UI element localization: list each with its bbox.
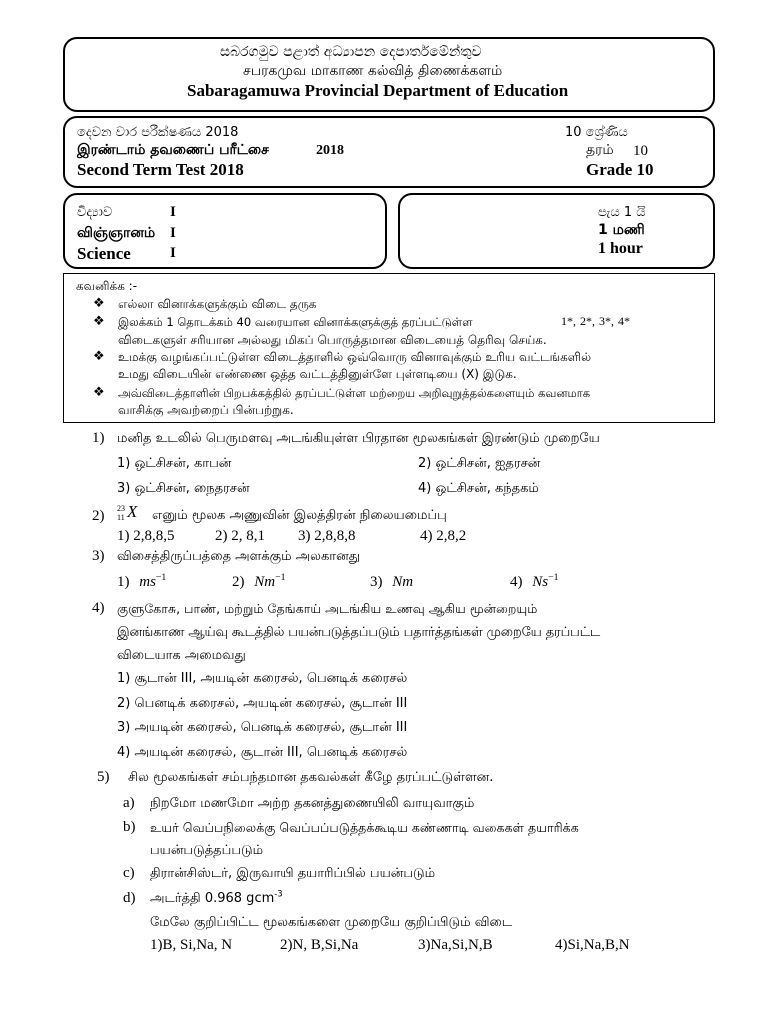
instruction-4: அவ்விடைத்தாளின் பிறபக்கத்தில் தரப்பட்டுள்ள மற்றைய அறிவுறுத்தல்களையும் கவனமாக <box>118 386 591 400</box>
q2-option-2: 2) 2, 8,1 <box>215 528 265 544</box>
instruction-1: எல்லா வினாக்களுக்கும் விடை தருக <box>118 297 317 311</box>
paper-number-tamil: I <box>170 225 176 241</box>
q4-text-line-1: குளுகோசு, பாண், மற்றும் தேங்காய் அடங்கிய உணவு ஆகிய மூன்றையும் <box>117 601 538 616</box>
duration-box <box>398 193 715 269</box>
q5-b-text-line-1: உயர் வெப்பநிலைக்கு வெப்பப்படுத்தக்கூடிய கண்ணாடி வகைகள் தயாரிக்க <box>150 820 579 835</box>
q3-option-1-exponent: −1 <box>155 572 167 583</box>
q5-c-text: திரான்சிஸ்டர், இருவாயி தயாரிப்பில் பயன்படும் <box>150 866 436 881</box>
q3-option-4 <box>510 574 558 591</box>
duration-english: 1 hour <box>598 240 643 257</box>
q5-number: 5) <box>97 769 110 785</box>
q5-ask: மேலே குறிப்பிட்ட மூலகங்களை முறையே குறிப்பிடும் விடை <box>150 915 513 930</box>
q3-option-3 <box>370 574 413 591</box>
q2-atomic-number: 11 <box>117 513 125 522</box>
header-english: Sabaragamuwa Provincial Department of Education <box>187 81 569 100</box>
q5-b-text-line-2: பயன்படுத்தப்படும் <box>150 843 264 858</box>
q1-option-4: 4) ஒட்சிசன், கந்தகம் <box>418 481 539 496</box>
grade-sinhala: 10 ශ්‍රේණිය <box>565 125 628 140</box>
q2-number: 2) <box>92 508 105 524</box>
q1-option-3: 3) ஒட்சிசன், நைதரசன் <box>117 481 250 496</box>
q5-d-text <box>150 888 283 907</box>
paper-number-english: I <box>170 245 176 261</box>
exam-year-tamil: 2018 <box>316 143 344 158</box>
instructions-title: கவனிக்க :- <box>76 279 138 293</box>
exam-title-sinhala: දෙවන වාර පරීක්ෂණය 2018 <box>77 125 239 140</box>
bullet-icon: ❖ <box>93 349 105 364</box>
q5-a-label: a) <box>123 795 135 811</box>
q3-number: 3) <box>92 548 105 564</box>
subject-english: Science <box>77 244 131 263</box>
q3-option-4-number: 4) <box>510 574 523 590</box>
header-sinhala: සබරගමුව පළාත් අධ්‍යාපන දෙපාර්තමේන්තුව <box>220 44 482 60</box>
q5-b-label: b) <box>123 819 136 835</box>
grade-tamil-label: தரம் <box>586 142 614 158</box>
q5-d-exponent: -3 <box>274 888 283 899</box>
q1-option-2: 2) ஒட்சிசன், ஐதரசன் <box>418 456 541 471</box>
q4-option-3: 3) அயடின் கரைசல், பெனடிக் கரைசல், சூடான் III <box>117 720 408 735</box>
bullet-icon: ❖ <box>93 296 105 311</box>
q4-text-line-3: விடையாக அமைவது <box>117 648 246 663</box>
q3-option-2-number: 2) <box>232 574 245 590</box>
q5-text: சில மூலகங்கள் சம்பந்தமான தகவல்கள் கீழே தரப்பட்டுள்ளன. <box>128 770 494 785</box>
q3-option-1 <box>117 574 166 591</box>
q3-option-1-unit: ms <box>139 574 156 590</box>
exam-title-english: Second Term Test 2018 <box>77 160 244 179</box>
instruction-4-cont: வாசிக்கு அவற்றைப் பின்பற்றுக. <box>118 403 294 417</box>
q3-option-2-exponent: −1 <box>275 572 286 583</box>
q5-option-4: 4)Si,Na,B,N <box>555 937 630 953</box>
instruction-2: இலக்கம் 1 தொடக்கம் 40 வரையான வினாக்களுக்குத் தரப்பட்டுள்ள <box>118 315 473 329</box>
bullet-icon: ❖ <box>93 385 105 400</box>
q5-option-2: 2)N, B,Si,Na <box>280 937 359 953</box>
q5-c-label: c) <box>123 865 135 881</box>
q2-element-symbol: X <box>127 502 138 521</box>
q5-a-text: நிறமோ மணமோ அற்ற தகனத்துணையிலி வாயுவாகும் <box>150 796 475 811</box>
q5-d-label: d) <box>123 890 136 906</box>
q2-mass-number: 23 <box>117 504 125 513</box>
q3-option-3-number: 3) <box>370 574 383 590</box>
q5-d-density: அடர்த்தி 0.968 gcm <box>150 891 275 906</box>
q2-option-1: 1) 2,8,8,5 <box>117 528 175 544</box>
instruction-2-cont: விடைகளுள் சரியான அல்லது மிகப் பொருத்தமான விடையைத் தெரிவு செய்க. <box>118 333 547 347</box>
grade-tamil-number: 10 <box>633 143 648 159</box>
q2-nuclide-symbol <box>117 504 143 526</box>
q4-option-2: 2) பெனடிக் கரைசல், அயடின் கரைசல், சூடான் III <box>117 696 408 711</box>
q5-option-1: 1)B, Si,Na, N <box>150 937 233 953</box>
instruction-3: உமக்கு வழங்கப்பட்டுள்ள விடைத்தாளில் ஒவ்வொரு வினாவுக்கும் உரிய வட்டங்களில் <box>118 350 592 364</box>
paper-number-sinhala: I <box>170 204 176 220</box>
subject-sinhala: විද්‍යාව <box>77 205 113 220</box>
q3-text: விசைத்திருப்பத்தை அளக்கும் அலகானது <box>117 549 360 564</box>
q3-option-2 <box>232 574 285 591</box>
q2-option-4: 4) 2,8,2 <box>420 528 467 544</box>
q1-text: மனித உடலில் பெருமளவு அடங்கியுள்ள பிரதான மூலகங்கள் இரண்டும் முறையே <box>117 431 600 446</box>
q3-option-3-unit: Nm <box>392 574 414 590</box>
q3-option-2-unit: Nm <box>254 574 276 590</box>
q3-option-4-unit: Ns <box>532 574 549 590</box>
q3-option-1-number: 1) <box>117 574 130 590</box>
duration-sinhala: පැය 1 යි <box>598 205 646 220</box>
q2-text: எனும் மூலக அணுவின் இலத்திரன் நிலையமைப்பு <box>152 508 447 523</box>
q4-option-4: 4) அயடின் கரைசல், சூடான் III, பெனடிக் கரைசல் <box>117 745 408 760</box>
q1-option-1: 1) ஒட்சிசன், காபன் <box>117 456 232 471</box>
q4-text-line-2: இனங்காண ஆய்வு கூடத்தில் பயன்படுத்தப்படும் பதார்த்தங்கள் முறையே தரப்பட்ட <box>117 625 601 640</box>
header-tamil: சபரகமுவ மாகாண கல்வித் திணைக்களம் <box>243 63 503 79</box>
subject-tamil: விஞ்ஞானம் <box>77 225 156 241</box>
q3-option-4-exponent: −1 <box>548 572 559 583</box>
q1-number: 1) <box>92 430 105 446</box>
q4-option-1: 1) சூடான் III, அயடின் கரைசல், பெனடிக் கரைசல் <box>117 671 408 686</box>
grade-english: Grade 10 <box>586 160 654 179</box>
q5-option-3: 3)Na,Si,N,B <box>418 937 493 953</box>
instruction-2-marks: 1*, 2*, 3*, 4* <box>560 314 631 328</box>
exam-title-tamil: இரண்டாம் தவணைப் பரீட்சை <box>77 142 269 158</box>
bullet-icon: ❖ <box>93 314 105 329</box>
instruction-3-cont: உமது விடையின் எண்ணை ஒத்த வட்டத்தினுள்ளே புள்ளடியை (X) இடுக. <box>118 367 517 381</box>
duration-tamil: 1 மணி <box>598 222 645 238</box>
q4-number: 4) <box>92 600 105 616</box>
q2-option-3: 3) 2,8,8,8 <box>298 528 356 544</box>
